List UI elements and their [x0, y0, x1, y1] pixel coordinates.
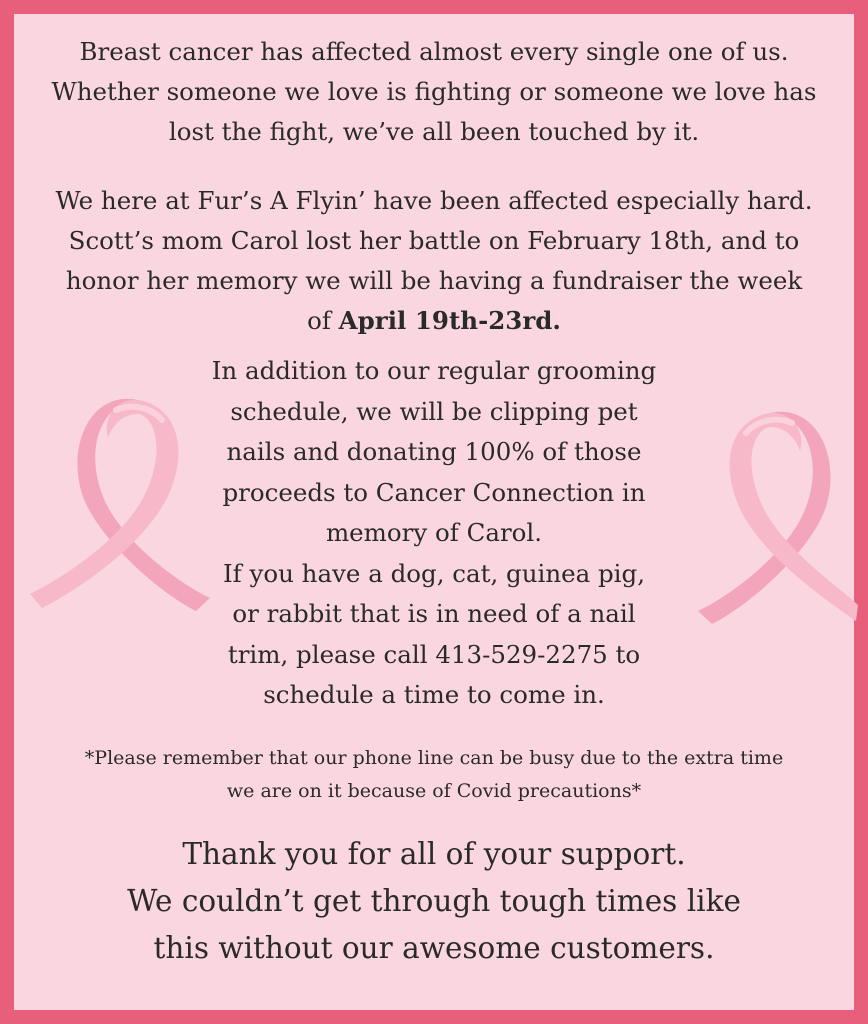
thanks-line: We couldn’t get through tough times like — [127, 884, 741, 918]
intro-line: Breast cancer has affected almost every single one of us. — [79, 37, 789, 66]
intro-paragraph — [14, 32, 854, 152]
details-line: trim, please call 413-529-2275 to — [227, 639, 641, 669]
flyer-panel — [14, 14, 854, 1010]
story-line-dates — [14, 301, 854, 341]
note-line: *Please remember that our phone line can be busy due to the extra time — [84, 747, 784, 769]
thanks-line: Thank you for all of your support. — [182, 837, 686, 871]
thank-you-message — [14, 831, 854, 972]
details-line: or rabbit that is in need of a nail — [232, 599, 636, 628]
story-paragraph — [14, 181, 854, 341]
details-line: proceeds to Cancer Connection in — [222, 477, 646, 507]
details-line: schedule a time to come in. — [263, 680, 605, 709]
details-line: memory of Carol. — [325, 518, 543, 547]
pink-ribbon-icon — [26, 386, 211, 616]
details-line: nails and donating 100% of those — [226, 437, 642, 466]
thanks-line: this without our awesome customers. — [153, 931, 715, 965]
story-line: We here at Fur’s A Flyin’ have been affected especially hard. — [55, 186, 813, 215]
fundraiser-dates: April 19th-23rd. — [338, 306, 561, 335]
intro-line: Whether someone we love is fighting or someone we love has — [51, 77, 817, 106]
details-line: If you have a dog, cat, guinea pig, — [222, 558, 645, 588]
details-line: schedule, we will be clipping pet — [230, 396, 638, 426]
note-line: we are on it because of Covid precautions* — [226, 780, 642, 802]
intro-line: lost the fight, we’ve all been touched by it. — [168, 117, 700, 146]
story-line-prefix: of — [307, 306, 339, 335]
covid-note — [14, 742, 854, 808]
story-line: Scott’s mom Carol lost her battle on February 18th, and to — [68, 226, 800, 255]
details-line: In addition to our regular grooming — [211, 356, 657, 385]
pink-ribbon-icon — [674, 399, 859, 629]
details-paragraph — [184, 351, 684, 716]
story-line: honor her memory we will be having a fundraiser the week — [65, 266, 803, 295]
